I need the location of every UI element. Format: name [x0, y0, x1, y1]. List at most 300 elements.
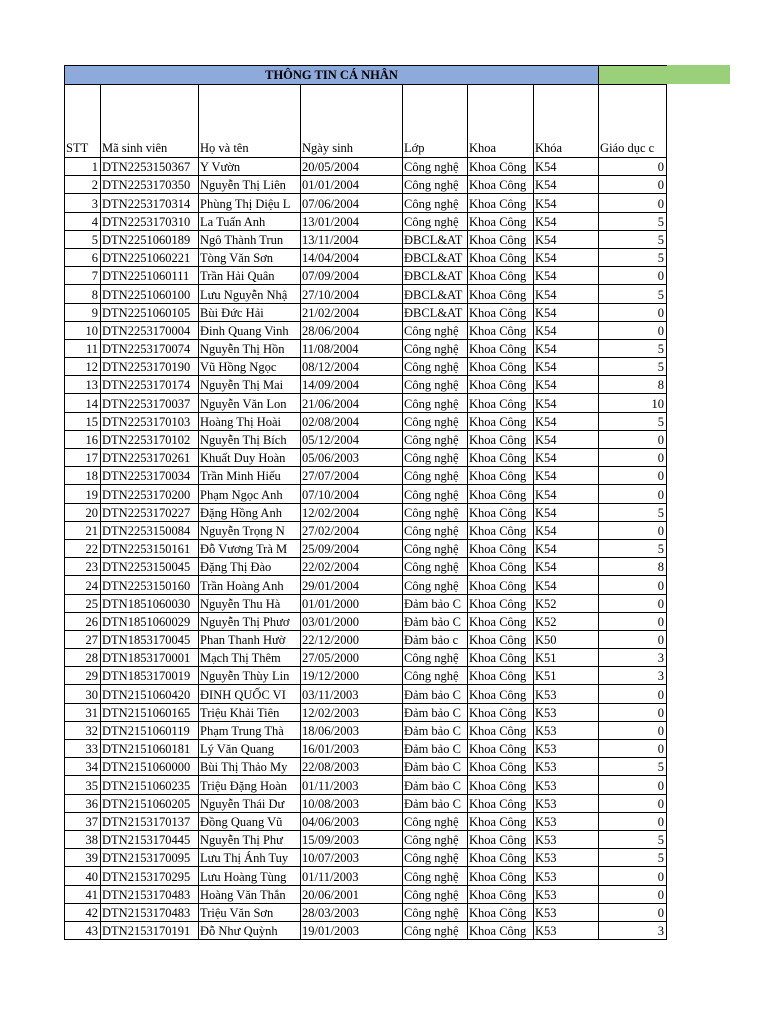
cell-birth-date[interactable]: 13/01/2004 [301, 212, 403, 230]
cell-faculty[interactable]: Khoa Công [468, 176, 534, 194]
cell-stt[interactable]: 28 [65, 649, 101, 667]
cell-stt[interactable]: 36 [65, 794, 101, 812]
cell-education-score[interactable]: 5 [599, 248, 667, 266]
cell-faculty[interactable]: Khoa Công [468, 285, 534, 303]
cell-class[interactable]: Đảm bảo C [403, 776, 468, 794]
cell-cohort[interactable]: K54 [534, 467, 599, 485]
cell-stt[interactable]: 32 [65, 721, 101, 739]
header-education-score[interactable]: Giáo dục c [599, 85, 667, 158]
cell-stt[interactable]: 9 [65, 303, 101, 321]
cell-stt[interactable]: 39 [65, 849, 101, 867]
cell-class[interactable]: Công nghệ [403, 194, 468, 212]
cell-full-name[interactable]: Tòng Văn Sơn [199, 248, 301, 266]
cell-full-name[interactable]: Trần Hải Quân [199, 267, 301, 285]
cell-stt[interactable]: 13 [65, 376, 101, 394]
cell-education-score[interactable]: 0 [599, 176, 667, 194]
cell-faculty[interactable]: Khoa Công [468, 339, 534, 357]
cell-student-id[interactable]: DTN2151060119 [101, 721, 199, 739]
cell-cohort[interactable]: K54 [534, 267, 599, 285]
cell-birth-date[interactable]: 03/01/2000 [301, 612, 403, 630]
cell-full-name[interactable]: Nguyễn Thùy Lin [199, 667, 301, 685]
cell-full-name[interactable]: La Tuấn Anh [199, 212, 301, 230]
cell-full-name[interactable]: Triệu Văn Sơn [199, 903, 301, 921]
cell-faculty[interactable]: Khoa Công [468, 740, 534, 758]
cell-student-id[interactable]: DTN2253170200 [101, 485, 199, 503]
cell-full-name[interactable]: Phùng Thị Diệu L [199, 194, 301, 212]
cell-faculty[interactable]: Khoa Công [468, 521, 534, 539]
cell-full-name[interactable]: Triệu Đặng Hoàn [199, 776, 301, 794]
cell-class[interactable]: Công nghệ [403, 212, 468, 230]
cell-full-name[interactable]: Nguyễn Thị Phư [199, 830, 301, 848]
cell-cohort[interactable]: K52 [534, 612, 599, 630]
cell-faculty[interactable]: Khoa Công [468, 721, 534, 739]
cell-birth-date[interactable]: 08/12/2004 [301, 358, 403, 376]
cell-student-id[interactable]: DTN2153170137 [101, 812, 199, 830]
cell-faculty[interactable]: Khoa Công [468, 248, 534, 266]
cell-cohort[interactable]: K54 [534, 576, 599, 594]
cell-birth-date[interactable]: 01/11/2003 [301, 867, 403, 885]
cell-student-id[interactable]: DTN2253170034 [101, 467, 199, 485]
cell-faculty[interactable]: Khoa Công [468, 703, 534, 721]
cell-student-id[interactable]: DTN2153170483 [101, 885, 199, 903]
cell-student-id[interactable]: DTN2251060105 [101, 303, 199, 321]
cell-cohort[interactable]: K53 [534, 740, 599, 758]
cell-full-name[interactable]: Ngô Thành Trun [199, 230, 301, 248]
cell-education-score[interactable]: 3 [599, 921, 667, 939]
cell-class[interactable]: ĐBCL&AT [403, 248, 468, 266]
cell-full-name[interactable]: Lưu Thị Ánh Tuy [199, 849, 301, 867]
cell-class[interactable]: Đảm bảo C [403, 740, 468, 758]
cell-stt[interactable]: 26 [65, 612, 101, 630]
cell-full-name[interactable]: Y Vườn [199, 158, 301, 176]
cell-class[interactable]: Đảm bảo c [403, 630, 468, 648]
cell-faculty[interactable]: Khoa Công [468, 467, 534, 485]
cell-student-id[interactable]: DTN2253170310 [101, 212, 199, 230]
cell-full-name[interactable]: Lý Văn Quang [199, 740, 301, 758]
cell-education-score[interactable]: 0 [599, 885, 667, 903]
cell-birth-date[interactable]: 22/02/2004 [301, 558, 403, 576]
cell-birth-date[interactable]: 19/12/2000 [301, 667, 403, 685]
cell-cohort[interactable]: K53 [534, 812, 599, 830]
cell-student-id[interactable]: DTN2253150045 [101, 558, 199, 576]
cell-student-id[interactable]: DTN2253170261 [101, 449, 199, 467]
cell-birth-date[interactable]: 25/09/2004 [301, 539, 403, 557]
cell-cohort[interactable]: K51 [534, 649, 599, 667]
cell-class[interactable]: Công nghệ [403, 485, 468, 503]
cell-stt[interactable]: 34 [65, 758, 101, 776]
cell-class[interactable]: Công nghệ [403, 158, 468, 176]
cell-education-score[interactable]: 5 [599, 212, 667, 230]
cell-faculty[interactable]: Khoa Công [468, 503, 534, 521]
cell-full-name[interactable]: Nguyễn Thu Hà [199, 594, 301, 612]
cell-faculty[interactable]: Khoa Công [468, 558, 534, 576]
cell-birth-date[interactable]: 01/11/2003 [301, 776, 403, 794]
cell-cohort[interactable]: K54 [534, 539, 599, 557]
cell-education-score[interactable]: 0 [599, 721, 667, 739]
cell-education-score[interactable]: 0 [599, 430, 667, 448]
cell-class[interactable]: Công nghệ [403, 539, 468, 557]
cell-class[interactable]: Công nghệ [403, 558, 468, 576]
cell-student-id[interactable]: DTN2151060205 [101, 794, 199, 812]
cell-cohort[interactable]: K53 [534, 830, 599, 848]
cell-birth-date[interactable]: 15/09/2003 [301, 830, 403, 848]
cell-birth-date[interactable]: 04/06/2003 [301, 812, 403, 830]
cell-education-score[interactable]: 0 [599, 576, 667, 594]
cell-full-name[interactable]: Phạm Trung Thà [199, 721, 301, 739]
cell-stt[interactable]: 35 [65, 776, 101, 794]
cell-stt[interactable]: 5 [65, 230, 101, 248]
cell-stt[interactable]: 8 [65, 285, 101, 303]
cell-birth-date[interactable]: 13/11/2004 [301, 230, 403, 248]
cell-birth-date[interactable]: 10/07/2003 [301, 849, 403, 867]
cell-education-score[interactable]: 0 [599, 740, 667, 758]
cell-full-name[interactable]: Nguyễn Thị Phươ [199, 612, 301, 630]
cell-education-score[interactable]: 0 [599, 867, 667, 885]
cell-education-score[interactable]: 0 [599, 194, 667, 212]
cell-stt[interactable]: 30 [65, 685, 101, 703]
cell-faculty[interactable]: Khoa Công [468, 303, 534, 321]
cell-cohort[interactable]: K53 [534, 921, 599, 939]
cell-education-score[interactable]: 0 [599, 594, 667, 612]
cell-full-name[interactable]: Phan Thanh Hườ [199, 630, 301, 648]
cell-birth-date[interactable]: 05/06/2003 [301, 449, 403, 467]
cell-cohort[interactable]: K54 [534, 558, 599, 576]
cell-cohort[interactable]: K53 [534, 849, 599, 867]
cell-cohort[interactable]: K54 [534, 521, 599, 539]
cell-birth-date[interactable]: 07/10/2004 [301, 485, 403, 503]
cell-faculty[interactable]: Khoa Công [468, 212, 534, 230]
cell-faculty[interactable]: Khoa Công [468, 849, 534, 867]
cell-cohort[interactable]: K54 [534, 503, 599, 521]
cell-education-score[interactable]: 8 [599, 558, 667, 576]
cell-education-score[interactable]: 5 [599, 339, 667, 357]
cell-faculty[interactable]: Khoa Công [468, 885, 534, 903]
cell-full-name[interactable]: Nguyễn Thị Bích [199, 430, 301, 448]
cell-full-name[interactable]: Trần Minh Hiếu [199, 467, 301, 485]
cell-faculty[interactable]: Khoa Công [468, 758, 534, 776]
section-title[interactable]: THÔNG TIN CÁ NHÂN [65, 66, 599, 85]
cell-birth-date[interactable]: 29/01/2004 [301, 576, 403, 594]
cell-stt[interactable]: 40 [65, 867, 101, 885]
cell-cohort[interactable]: K54 [534, 230, 599, 248]
cell-stt[interactable]: 10 [65, 321, 101, 339]
header-cohort[interactable]: Khóa [534, 85, 599, 158]
cell-student-id[interactable]: DTN2253170103 [101, 412, 199, 430]
cell-stt[interactable]: 29 [65, 667, 101, 685]
cell-class[interactable]: Đảm bảo C [403, 612, 468, 630]
cell-birth-date[interactable]: 05/12/2004 [301, 430, 403, 448]
cell-full-name[interactable]: Đỗ Như Quỳnh [199, 921, 301, 939]
cell-birth-date[interactable]: 11/08/2004 [301, 339, 403, 357]
cell-stt[interactable]: 7 [65, 267, 101, 285]
cell-faculty[interactable]: Khoa Công [468, 449, 534, 467]
cell-education-score[interactable]: 5 [599, 230, 667, 248]
cell-faculty[interactable]: Khoa Công [468, 267, 534, 285]
cell-birth-date[interactable]: 22/08/2003 [301, 758, 403, 776]
cell-birth-date[interactable]: 22/12/2000 [301, 630, 403, 648]
cell-class[interactable]: Công nghệ [403, 430, 468, 448]
cell-student-id[interactable]: DTN2253170037 [101, 394, 199, 412]
cell-birth-date[interactable]: 02/08/2004 [301, 412, 403, 430]
header-class[interactable]: Lớp [403, 85, 468, 158]
cell-birth-date[interactable]: 16/01/2003 [301, 740, 403, 758]
cell-class[interactable]: Công nghệ [403, 830, 468, 848]
cell-cohort[interactable]: K54 [534, 158, 599, 176]
cell-class[interactable]: Công nghệ [403, 176, 468, 194]
cell-full-name[interactable]: Đặng Thị Đào [199, 558, 301, 576]
cell-faculty[interactable]: Khoa Công [468, 612, 534, 630]
cell-class[interactable]: Công nghệ [403, 903, 468, 921]
cell-student-id[interactable]: DTN2253170190 [101, 358, 199, 376]
cell-birth-date[interactable]: 20/05/2004 [301, 158, 403, 176]
cell-birth-date[interactable]: 10/08/2003 [301, 794, 403, 812]
cell-cohort[interactable]: K54 [534, 285, 599, 303]
cell-student-id[interactable]: DTN2253170004 [101, 321, 199, 339]
cell-student-id[interactable]: DTN2251060111 [101, 267, 199, 285]
cell-student-id[interactable]: DTN2253150367 [101, 158, 199, 176]
cell-full-name[interactable]: Lưu Hoàng Tùng [199, 867, 301, 885]
cell-birth-date[interactable]: 12/02/2004 [301, 503, 403, 521]
cell-student-id[interactable]: DTN2151060235 [101, 776, 199, 794]
cell-stt[interactable]: 4 [65, 212, 101, 230]
cell-cohort[interactable]: K53 [534, 794, 599, 812]
cell-student-id[interactable]: DTN2153170191 [101, 921, 199, 939]
cell-full-name[interactable]: Lưu Nguyễn Nhậ [199, 285, 301, 303]
cell-birth-date[interactable]: 28/03/2003 [301, 903, 403, 921]
cell-student-id[interactable]: DTN1853170019 [101, 667, 199, 685]
cell-full-name[interactable]: Hoàng Thị Hoài [199, 412, 301, 430]
cell-stt[interactable]: 42 [65, 903, 101, 921]
cell-stt[interactable]: 19 [65, 485, 101, 503]
cell-education-score[interactable]: 5 [599, 503, 667, 521]
cell-education-score[interactable]: 3 [599, 667, 667, 685]
cell-education-score[interactable]: 5 [599, 539, 667, 557]
cell-class[interactable]: Công nghệ [403, 467, 468, 485]
cell-cohort[interactable]: K53 [534, 903, 599, 921]
cell-class[interactable]: Công nghệ [403, 521, 468, 539]
cell-full-name[interactable]: Mạch Thị Thêm [199, 649, 301, 667]
cell-full-name[interactable]: Nguyễn Trọng N [199, 521, 301, 539]
cell-class[interactable]: Công nghệ [403, 412, 468, 430]
header-student-id[interactable]: Mã sinh viên [101, 85, 199, 158]
cell-birth-date[interactable]: 18/06/2003 [301, 721, 403, 739]
cell-class[interactable]: Công nghệ [403, 394, 468, 412]
cell-birth-date[interactable]: 27/05/2000 [301, 649, 403, 667]
cell-birth-date[interactable]: 01/01/2004 [301, 176, 403, 194]
cell-faculty[interactable]: Khoa Công [468, 830, 534, 848]
cell-faculty[interactable]: Khoa Công [468, 921, 534, 939]
cell-education-score[interactable]: 0 [599, 321, 667, 339]
cell-stt[interactable]: 18 [65, 467, 101, 485]
cell-class[interactable]: Công nghệ [403, 449, 468, 467]
cell-faculty[interactable]: Khoa Công [468, 230, 534, 248]
cell-faculty[interactable]: Khoa Công [468, 358, 534, 376]
cell-student-id[interactable]: DTN2153170483 [101, 903, 199, 921]
cell-birth-date[interactable]: 12/02/2003 [301, 703, 403, 721]
cell-stt[interactable]: 38 [65, 830, 101, 848]
cell-stt[interactable]: 14 [65, 394, 101, 412]
cell-stt[interactable]: 6 [65, 248, 101, 266]
cell-student-id[interactable]: DTN2253170102 [101, 430, 199, 448]
cell-stt[interactable]: 3 [65, 194, 101, 212]
cell-class[interactable]: Công nghệ [403, 339, 468, 357]
cell-class[interactable]: ĐBCL&AT [403, 285, 468, 303]
cell-education-score[interactable]: 0 [599, 776, 667, 794]
cell-class[interactable]: ĐBCL&AT [403, 267, 468, 285]
cell-birth-date[interactable]: 14/09/2004 [301, 376, 403, 394]
cell-education-score[interactable]: 0 [599, 467, 667, 485]
cell-birth-date[interactable]: 27/07/2004 [301, 467, 403, 485]
cell-student-id[interactable]: DTN2153170445 [101, 830, 199, 848]
cell-class[interactable]: Công nghệ [403, 921, 468, 939]
cell-class[interactable]: ĐBCL&AT [403, 303, 468, 321]
cell-faculty[interactable]: Khoa Công [468, 649, 534, 667]
cell-stt[interactable]: 37 [65, 812, 101, 830]
cell-faculty[interactable]: Khoa Công [468, 594, 534, 612]
cell-full-name[interactable]: Vũ Hồng Ngọc [199, 358, 301, 376]
cell-birth-date[interactable]: 03/11/2003 [301, 685, 403, 703]
cell-faculty[interactable]: Khoa Công [468, 539, 534, 557]
cell-birth-date[interactable]: 14/04/2004 [301, 248, 403, 266]
cell-class[interactable]: Đảm bảo C [403, 721, 468, 739]
cell-cohort[interactable]: K51 [534, 667, 599, 685]
cell-class[interactable]: Công nghệ [403, 849, 468, 867]
cell-cohort[interactable]: K53 [534, 885, 599, 903]
cell-cohort[interactable]: K53 [534, 867, 599, 885]
cell-full-name[interactable]: Nguyễn Văn Lon [199, 394, 301, 412]
cell-education-score[interactable]: 0 [599, 612, 667, 630]
header-full-name[interactable]: Họ và tên [199, 85, 301, 158]
cell-cohort[interactable]: K54 [534, 212, 599, 230]
cell-education-score[interactable]: 5 [599, 849, 667, 867]
cell-education-score[interactable]: 5 [599, 285, 667, 303]
cell-full-name[interactable]: Triệu Khải Tiên [199, 703, 301, 721]
cell-full-name[interactable]: Bùi Đức Hải [199, 303, 301, 321]
cell-education-score[interactable]: 0 [599, 630, 667, 648]
cell-cohort[interactable]: K54 [534, 321, 599, 339]
cell-cohort[interactable]: K54 [534, 248, 599, 266]
cell-cohort[interactable]: K54 [534, 194, 599, 212]
cell-education-score[interactable]: 0 [599, 685, 667, 703]
cell-full-name[interactable]: Hoàng Văn Thắn [199, 885, 301, 903]
cell-stt[interactable]: 17 [65, 449, 101, 467]
header-birth-date[interactable]: Ngày sinh [301, 85, 403, 158]
cell-class[interactable]: Công nghệ [403, 867, 468, 885]
cell-education-score[interactable]: 3 [599, 649, 667, 667]
cell-cohort[interactable]: K53 [534, 776, 599, 794]
cell-student-id[interactable]: DTN1853170001 [101, 649, 199, 667]
cell-stt[interactable]: 2 [65, 176, 101, 194]
cell-cohort[interactable]: K54 [534, 485, 599, 503]
cell-full-name[interactable]: ĐINH QUỐC VI [199, 685, 301, 703]
cell-education-score[interactable]: 0 [599, 158, 667, 176]
cell-class[interactable]: Công nghệ [403, 885, 468, 903]
cell-faculty[interactable]: Khoa Công [468, 321, 534, 339]
cell-student-id[interactable]: DTN2251060189 [101, 230, 199, 248]
cell-stt[interactable]: 16 [65, 430, 101, 448]
cell-birth-date[interactable]: 21/02/2004 [301, 303, 403, 321]
cell-birth-date[interactable]: 28/06/2004 [301, 321, 403, 339]
cell-stt[interactable]: 33 [65, 740, 101, 758]
cell-stt[interactable]: 31 [65, 703, 101, 721]
cell-student-id[interactable]: DTN2253170314 [101, 194, 199, 212]
cell-full-name[interactable]: Đặng Hồng Anh [199, 503, 301, 521]
cell-birth-date[interactable]: 27/02/2004 [301, 521, 403, 539]
header-stt[interactable]: STT [65, 85, 101, 158]
cell-birth-date[interactable]: 21/06/2004 [301, 394, 403, 412]
header-faculty[interactable]: Khoa [468, 85, 534, 158]
cell-faculty[interactable]: Khoa Công [468, 630, 534, 648]
cell-stt[interactable]: 24 [65, 576, 101, 594]
cell-cohort[interactable]: K54 [534, 176, 599, 194]
cell-full-name[interactable]: Đinh Quang Vinh [199, 321, 301, 339]
cell-education-score[interactable]: 0 [599, 812, 667, 830]
cell-education-score[interactable]: 0 [599, 303, 667, 321]
cell-full-name[interactable]: Nguyễn Thị Mai [199, 376, 301, 394]
cell-student-id[interactable]: DTN2151060181 [101, 740, 199, 758]
cell-student-id[interactable]: DTN2151060000 [101, 758, 199, 776]
cell-cohort[interactable]: K54 [534, 358, 599, 376]
cell-student-id[interactable]: DTN2253150160 [101, 576, 199, 594]
cell-stt[interactable]: 43 [65, 921, 101, 939]
cell-cohort[interactable]: K50 [534, 630, 599, 648]
cell-student-id[interactable]: DTN2153170295 [101, 867, 199, 885]
cell-class[interactable]: Đảm bảo C [403, 758, 468, 776]
cell-student-id[interactable]: DTN2253170174 [101, 376, 199, 394]
cell-stt[interactable]: 12 [65, 358, 101, 376]
cell-stt[interactable]: 15 [65, 412, 101, 430]
cell-education-score[interactable]: 5 [599, 830, 667, 848]
cell-stt[interactable]: 1 [65, 158, 101, 176]
cell-faculty[interactable]: Khoa Công [468, 194, 534, 212]
cell-cohort[interactable]: K54 [534, 449, 599, 467]
cell-student-id[interactable]: DTN2253150084 [101, 521, 199, 539]
cell-student-id[interactable]: DTN1853170045 [101, 630, 199, 648]
cell-cohort[interactable]: K54 [534, 394, 599, 412]
cell-education-score[interactable]: 0 [599, 521, 667, 539]
cell-faculty[interactable]: Khoa Công [468, 158, 534, 176]
cell-stt[interactable]: 27 [65, 630, 101, 648]
cell-class[interactable]: Công nghệ [403, 321, 468, 339]
cell-education-score[interactable]: 0 [599, 267, 667, 285]
cell-class[interactable]: Công nghệ [403, 358, 468, 376]
cell-birth-date[interactable]: 27/10/2004 [301, 285, 403, 303]
cell-stt[interactable]: 25 [65, 594, 101, 612]
cell-stt[interactable]: 23 [65, 558, 101, 576]
cell-cohort[interactable]: K54 [534, 412, 599, 430]
cell-stt[interactable]: 22 [65, 539, 101, 557]
cell-class[interactable]: ĐBCL&AT [403, 230, 468, 248]
cell-class[interactable]: Công nghệ [403, 376, 468, 394]
cell-faculty[interactable]: Khoa Công [468, 776, 534, 794]
cell-class[interactable]: Công nghệ [403, 503, 468, 521]
cell-birth-date[interactable]: 07/09/2004 [301, 267, 403, 285]
cell-student-id[interactable]: DTN2153170095 [101, 849, 199, 867]
cell-education-score[interactable]: 5 [599, 358, 667, 376]
cell-cohort[interactable]: K54 [534, 339, 599, 357]
cell-full-name[interactable]: Khuất Duy Hoàn [199, 449, 301, 467]
cell-full-name[interactable]: Nguyễn Thị Hồn [199, 339, 301, 357]
cell-stt[interactable]: 20 [65, 503, 101, 521]
cell-faculty[interactable]: Khoa Công [468, 685, 534, 703]
cell-stt[interactable]: 41 [65, 885, 101, 903]
cell-class[interactable]: Đảm bảo C [403, 703, 468, 721]
cell-education-score[interactable]: 0 [599, 903, 667, 921]
cell-faculty[interactable]: Khoa Công [468, 576, 534, 594]
cell-class[interactable]: Công nghệ [403, 649, 468, 667]
cell-class[interactable]: Đảm bảo C [403, 685, 468, 703]
cell-faculty[interactable]: Khoa Công [468, 867, 534, 885]
